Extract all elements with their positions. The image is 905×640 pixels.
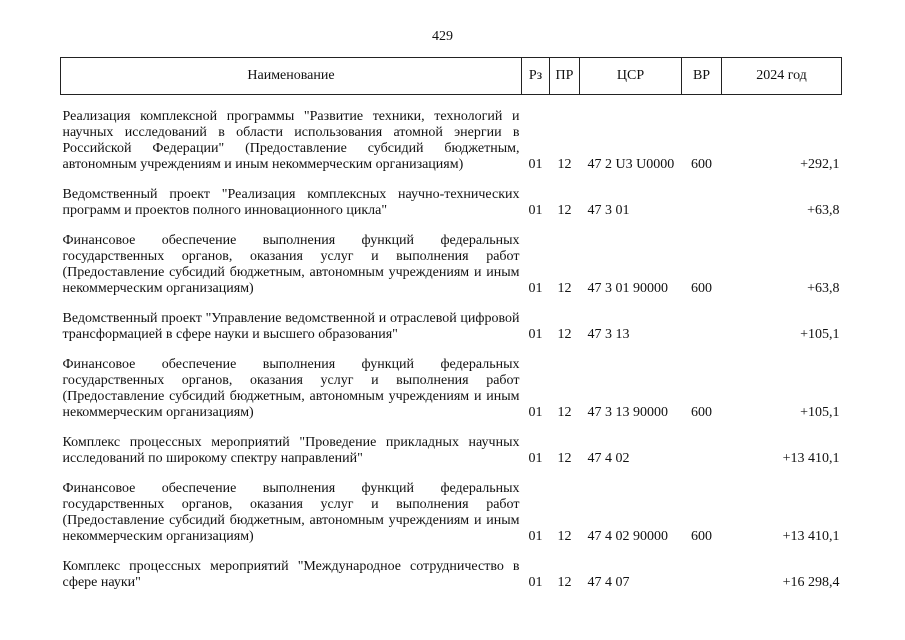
row-name: Комплекс процессных мероприятий "Международное сотрудничество в сфере науки" [62,559,520,590]
row-pr: 12 [557,451,572,466]
row-name: Комплекс процессных мероприятий "Проведение прикладных научных исследований по широкому спектру направлений" [62,435,520,466]
row-amount: +13 410,1 [782,451,840,466]
table-header [61,58,842,95]
row-rz: 01 [528,281,543,296]
row-pr: 12 [557,203,572,218]
row-pr: 12 [557,575,572,590]
row-amount: +105,1 [800,327,840,342]
row-rz: 01 [528,575,543,590]
row-pr: 12 [557,405,572,420]
row-name: Финансовое обеспечение выполнения функций федеральных государственных органов, оказания услуг и выполнения работ (Предоставление субсидий бюджетным, автономным учреждениям и иным некоммерческим организациям) [62,357,520,420]
row-csr: 47 3 01 90000 [587,281,668,296]
row-spacer [61,219,842,233]
row-vr: 600 [691,529,712,544]
page-number [0,29,905,45]
header-csr: ЦСР [580,58,682,95]
row-vr [682,311,722,343]
row-pr: 12 [557,327,572,342]
table-row [61,233,842,297]
row-vr: 600 [691,157,712,172]
row-csr: 47 4 02 90000 [587,529,668,544]
table-row [61,311,842,343]
row-amount: +63,8 [807,203,840,218]
row-pr: 12 [557,281,572,296]
header-name: Наименование [61,58,522,95]
row-amount: +63,8 [807,281,840,296]
row-name: Финансовое обеспечение выполнения функций федеральных государственных органов, оказания услуг и выполнения работ (Предоставление субсидий бюджетным, автономным учреждениям и иным некоммерческим организациям) [62,233,520,296]
row-csr: 47 3 01 [587,203,630,218]
table-body [61,95,842,592]
row-rz: 01 [528,529,543,544]
header-pr: ПР [550,58,580,95]
row-spacer [61,545,842,559]
table-row [61,357,842,421]
row-csr: 47 2 U3 U0000 [587,157,675,172]
header-row [61,58,842,95]
row-spacer [61,95,842,110]
row-spacer [61,297,842,311]
table-row [61,187,842,219]
row-vr: 600 [691,281,712,296]
row-name: Реализация комплексной программы "Развитие техники, технологий и научных исследований в области использования атомной энергии в Российской Федерации" (Предоставление субсидий бюджетным, автономным учреждениям и иным некоммерческим организациям) [62,109,520,172]
header-amount: 2024 год [722,58,842,95]
row-amount: +13 410,1 [782,529,840,544]
row-rz: 01 [528,405,543,420]
row-vr [682,435,722,467]
table-row [61,559,842,591]
header-rz: Рз [522,58,550,95]
row-rz: 01 [528,451,543,466]
row-name: Ведомственный проект "Управление ведомственной и отраслевой цифровой трансформацией в сфере науки и высшего образования" [62,311,520,342]
table-row [61,435,842,467]
row-vr [682,559,722,591]
row-spacer [61,421,842,435]
header-vr: ВР [682,58,722,95]
table-row [61,109,842,173]
row-amount: +16 298,4 [782,575,840,590]
row-spacer [61,467,842,481]
row-vr: 600 [691,405,712,420]
page-number-text: 429 [432,29,453,44]
budget-table [60,57,842,591]
row-rz: 01 [528,203,543,218]
table-row [61,481,842,545]
row-csr: 47 3 13 90000 [587,405,668,420]
row-name: Финансовое обеспечение выполнения функций федеральных государственных органов, оказания услуг и выполнения работ (Предоставление субсидий бюджетным, автономным учреждениям и иным некоммерческим организациям) [62,481,520,544]
row-spacer [61,343,842,357]
row-csr: 47 4 02 [587,451,630,466]
row-vr [682,187,722,219]
row-csr: 47 4 07 [587,575,630,590]
row-spacer [61,173,842,187]
row-pr: 12 [557,529,572,544]
row-amount: +105,1 [800,405,840,420]
row-rz: 01 [528,327,543,342]
row-pr: 12 [557,157,572,172]
row-name: Ведомственный проект "Реализация комплексных научно-технических программ и проектов полного инновационного цикла" [62,187,520,218]
row-csr: 47 3 13 [587,327,630,342]
row-rz: 01 [528,157,543,172]
row-amount: +292,1 [800,157,840,172]
